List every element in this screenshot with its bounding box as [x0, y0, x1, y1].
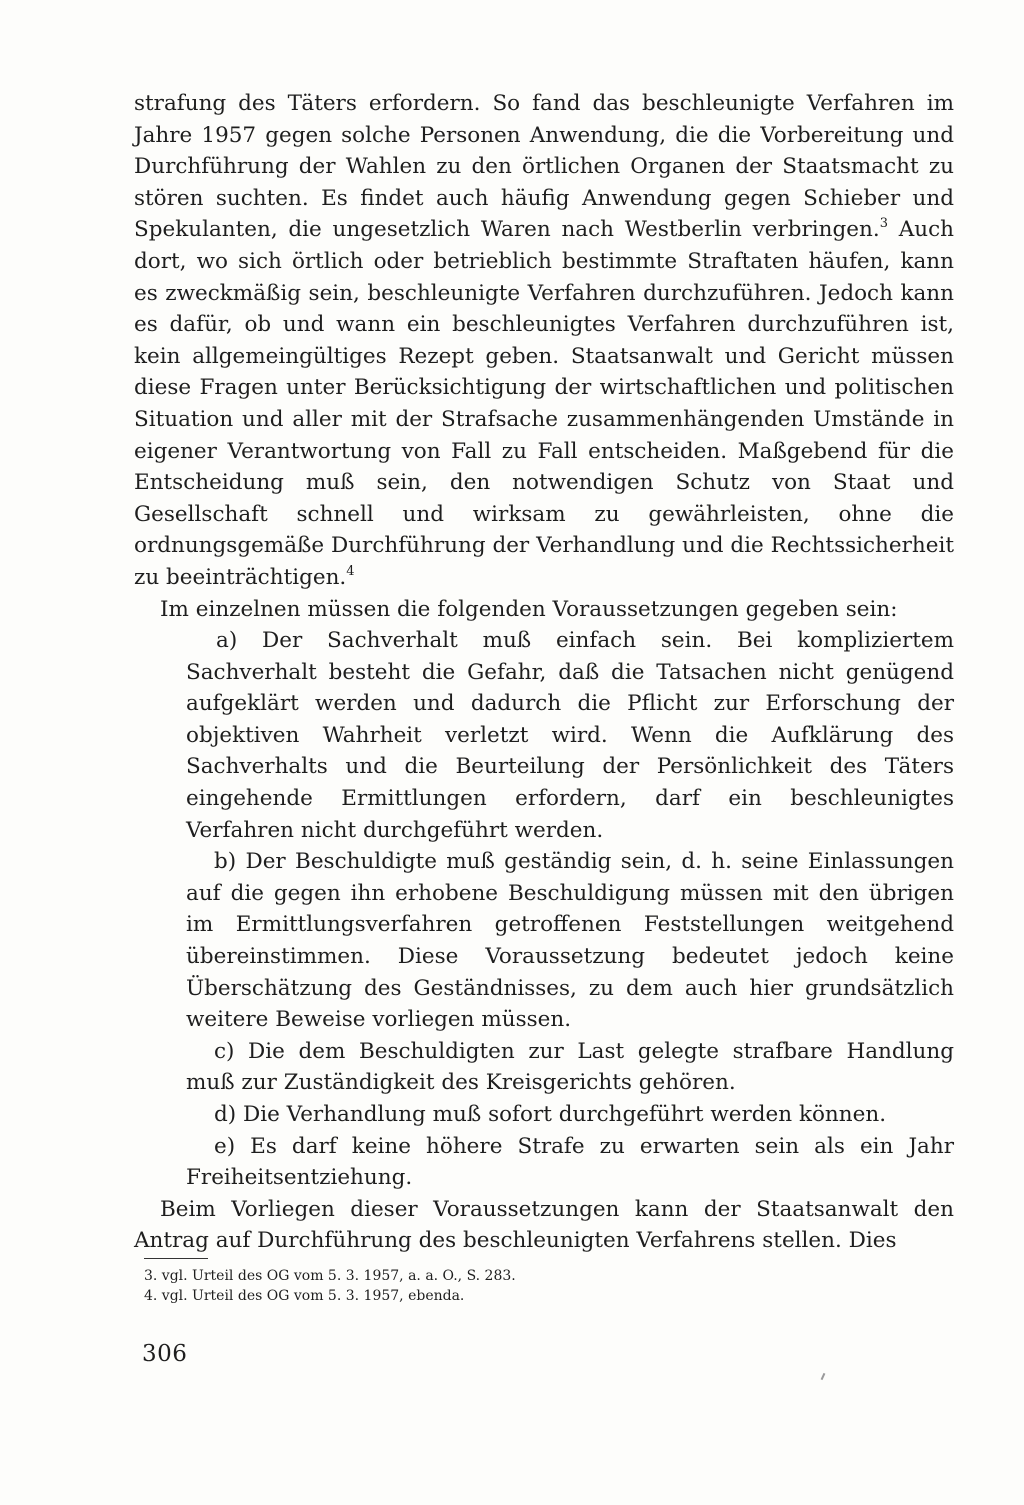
- main-text: [134, 88, 954, 1257]
- page-number: 306: [142, 1341, 188, 1367]
- scan-speck: [821, 1373, 826, 1380]
- footnote: 3. vgl. Urteil des OG vom 5. 3. 1957, a. a. O., S. 283.: [144, 1268, 516, 1284]
- footnotes: [144, 1266, 944, 1306]
- paragraph: Im einzelnen müssen die folgenden Voraussetzungen gegeben sein:: [160, 596, 898, 622]
- list-item: c) Die dem Beschuldigten zur Last gelegte strafbare Handlung muß zur Zuständigkeit des Kreisgerichts gehören.: [186, 1038, 954, 1096]
- footnote: 4. vgl. Urteil des OG vom 5. 3. 1957, ebenda.: [144, 1288, 465, 1304]
- list-item: e) Es darf keine höhere Strafe zu erwarten sein als ein Jahr Freiheitsentziehung.: [186, 1133, 954, 1191]
- list-item: b) Der Beschuldigte muß geständig sein, d. h. seine Einlassungen auf die gegen ihn erhobene Beschuldigung müssen mit den übrigen im Ermittlungsverfahren getroffenen Feststellungen weitgehend übereinstimmen. Diese Voraussetzung bedeutet jedoch keine Überschätzung des Geständnisses, zu dem auch hier grundsätzlich weitere Beweise vorliegen müssen.: [186, 849, 954, 1033]
- footnote-reference: 3: [879, 216, 888, 232]
- list-item: a) Der Sachverhalt muß einfach sein. Bei kompliziertem Sachverhalt besteht die Gefahr, daß die Tatsachen nicht genügend aufgeklärt werden und dadurch die Pflicht zur Erforschung der objektiven Wahrheit verletzt wird. Wenn die Aufklärung des Sachverhalts und die Beurteilung der Persönlichkeit des Täters eingehende Ermittlungen erfordern, darf ein beschleunigtes Verfahren nicht durchgeführt werden.: [186, 628, 954, 843]
- paragraph: [134, 88, 954, 594]
- footnote-divider: [144, 1258, 208, 1259]
- paragraph-text: Auch dort, wo sich örtlich oder betrieblich bestimmte Straftaten häufen, kann es zweckmäßig sein, beschleunigte Verfahren durchzuführen. Jedoch kann es dafür, ob und wann ein beschleunigtes Verfahren durchzuführen ist, kein allgemeingültiges Rezept geben. Staatsanwalt und Gericht müssen diese Fragen unter Berücksichtigung der wirtschaftlichen und politischen Situation und aller mit der Strafsache zusammenhängenden Umstände in eigener Verantwortung von Fall zu Fall entscheiden. Maßgebend für die Entscheidung muß sein, den notwendigen Schutz von Staat und Gesellschaft schnell und wirksam zu gewährleisten, ohne die ordnungsgemäße Durchführung der Verhandlung und die Rechtssicherheit zu beeinträchtigen.: [134, 217, 954, 590]
- paragraph-text: strafung des Täters erfordern. So fand das beschleunigte Verfahren im Jahre 1957 gegen solche Personen Anwendung, die die Vorbereitung und Durchführung der Wahlen zu den örtlichen Organen der Staatsmacht zu stören suchten. Es findet auch häufig Anwendung gegen Schieber und Spekulanten, die ungesetzlich Waren nach Westberlin verbringen.: [134, 91, 954, 243]
- list-item: d) Die Verhandlung muß sofort durchgeführt werden können.: [214, 1102, 887, 1127]
- paragraph: Beim Vorliegen dieser Voraussetzungen kann der Staatsanwalt den Antrag auf Durchführung des beschleunigten Verfahrens stellen. Dies: [134, 1196, 954, 1254]
- footnote-reference: 4: [346, 563, 355, 579]
